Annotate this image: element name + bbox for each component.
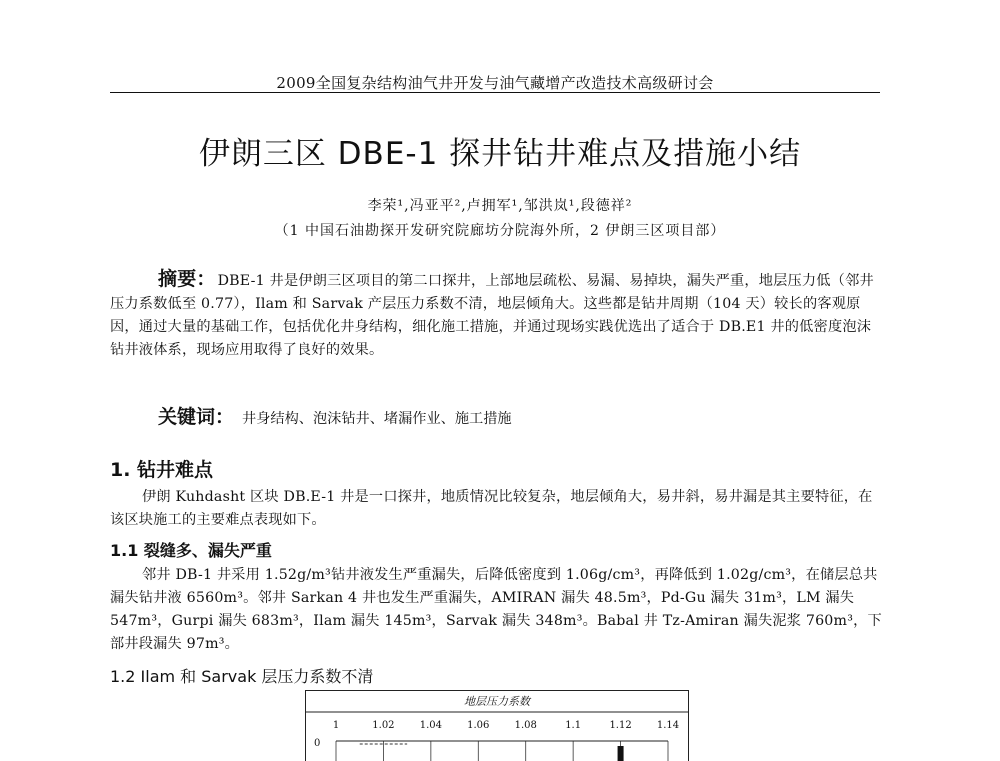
x-tick-label: 1.12 — [609, 720, 632, 731]
x-tick-label: 1 — [332, 720, 340, 731]
abstract — [110, 268, 885, 362]
abstract-text: DBE-1 井是伊朗三区项目的第二口探井，上部地层疏松、易漏、易掉块，漏失严重，地层压力低（邻井压力系数低至 0.77），Ilam 和 Sarvak 产层压力系数不清，地层倾角大。这些都是钻井周期（104 天）较长的客观原因，通过大量的基础工作，包括优化井身结构，细化施工措施，并通过现场实践优选出了适合于 DB.E1 井的低密度泡沫钻井液体系，现场应用取得了良好的效果。 — [110, 273, 874, 358]
subsection-heading-1-1: 1.1 裂缝多、漏失严重 — [110, 541, 272, 560]
chart-canvas — [306, 691, 688, 761]
keywords — [158, 402, 878, 429]
x-tick-label: 1.14 — [656, 720, 680, 731]
abstract-label: 摘要： — [158, 268, 216, 290]
subsection-1-1-paragraph: 邻井 DB-1 井采用 1.52g/m³钻井液发生严重漏失，后降低密度到 1.06g/cm³，再降低到 1.02g/cm³，在储层总共漏失钻井液 6560m³。邻井 Sarkan 4 井也发生严重漏失，AMIRAN 漏失 48.5m³，Pd-Gu 漏失 31m³，LM 漏失 547m³，Gurpi 漏失 683m³，Ilam 漏失 145m³，Sarvak 漏失 348m³。Babal 井 Tz-Amiran 漏失泥浆 760m³，下部井段漏失 97m³。 — [110, 567, 882, 652]
x-tick-label: 1.06 — [467, 720, 490, 731]
y-tick-label: 0 — [314, 738, 321, 749]
paper-title: 伊朗三区 DBE-1 探井钻井难点及措施小结 — [198, 136, 802, 172]
chart-title: 地层压力系数 — [464, 695, 530, 708]
x-tick-label: 1.08 — [514, 720, 537, 731]
data-bar-mark — [618, 746, 624, 761]
author-list: 李荣¹,冯亚平²,卢拥军¹,邹洪岚¹,段德祥² — [367, 198, 633, 214]
affiliations: （1 中国石油勘探开发研究院廊坊分院海外所，2 伊朗三区项目部） — [274, 223, 726, 239]
pressure-coefficient-chart — [305, 690, 689, 761]
subsection-heading-1-2: 1.2 Ilam 和 Sarvak 层压力系数不清 — [110, 667, 374, 686]
x-tick-label: 1.1 — [565, 720, 582, 731]
conference-header: 2009全国复杂结构油气井开发与油气藏增产改造技术高级研讨会 — [276, 74, 714, 92]
x-tick-label: 1.04 — [419, 720, 442, 731]
section-heading-1: 1. 钻井难点 — [110, 459, 214, 481]
section-1-paragraph: 伊朗 Kuhdasht 区块 DB.E-1 井是一口探井，地质情况比较复杂，地层倾角大，易井斜，易井漏是其主要特征，在该区块施工的主要难点表现如下。 — [110, 489, 873, 528]
header-rule — [110, 92, 880, 93]
x-tick-label: 1.02 — [372, 720, 395, 731]
keywords-label: 关键词： — [158, 406, 235, 428]
keywords-text: 井身结构、泡沫钻井、堵漏作业、施工措施 — [242, 411, 512, 427]
